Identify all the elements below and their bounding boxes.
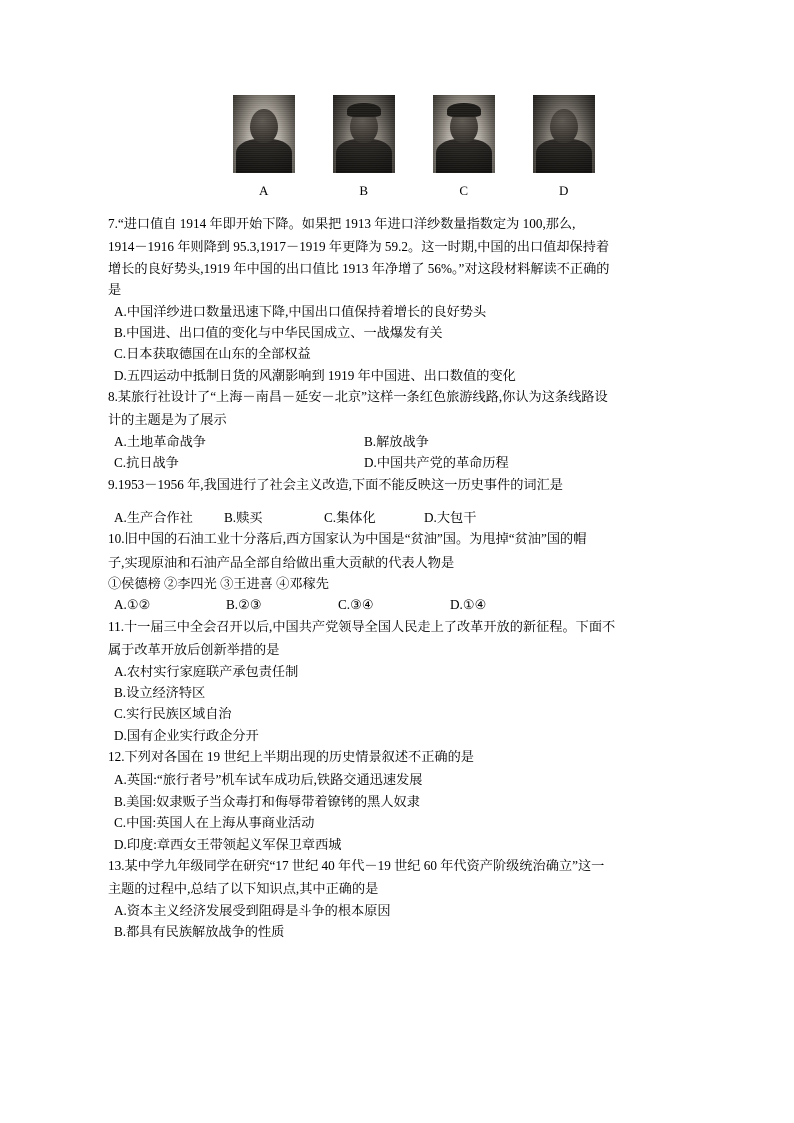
question-9-stem: 9.1953－1956 年,我国进行了社会主义改造,下面不能反映这一历史事件的词汇是 (108, 476, 563, 492)
portrait-photo-d (533, 95, 595, 173)
portrait-photo-b (333, 95, 395, 173)
question-list (108, 213, 686, 942)
question-7-option-c[interactable]: C.日本获取德国在山东的全部权益 (114, 346, 311, 362)
question-11-option-d[interactable]: D.国有企业实行政企分开 (114, 727, 259, 743)
portrait-label-c: C (459, 183, 469, 198)
question-9-option-a[interactable]: A.生产合作社 (114, 509, 193, 525)
question-10-line-2: ①侯德榜 ②李四光 ③王进喜 ④邓稼先 (108, 576, 329, 591)
question-11 (108, 616, 686, 746)
portrait-cell-c (433, 95, 495, 199)
portrait-photo-a (233, 95, 295, 173)
question-8-stem: 8.某旅行社设计了“上海－南昌－延安－北京”这样一条红色旅游线路,你认为这条线路设 (108, 389, 608, 404)
question-12 (108, 746, 686, 855)
question-8-line-1: 计的主题是为了展示 (108, 412, 227, 428)
portrait-figure-group (233, 95, 686, 199)
question-10-stem: 10.旧中国的石油工业十分落后,西方国家认为中国是“贫油”国。为甩掉“贫油”国的帽 (108, 531, 587, 547)
question-13-line-1: 主题的过程中,总结了以下知识点,其中正确的是 (108, 881, 379, 897)
portrait-label-d: D (559, 183, 569, 198)
question-10-option-d[interactable]: D.①④ (450, 597, 487, 613)
question-12-stem: 12.下列对各国在 19 世纪上半期出现的历史情景叙述不正确的是 (108, 749, 474, 764)
question-11-line-1: 属于改革开放后创新举措的是 (108, 642, 280, 658)
question-13-stem: 13.某中学九年级同学在研究“17 世纪 40 年代－19 世纪 60 年代资产阶级统治确立”这一 (108, 857, 605, 873)
portrait-cell-a (233, 95, 295, 199)
question-7-option-a[interactable]: A.中国洋纱进口数量迅速下降,中国出口值保持着增长的良好势头 (114, 303, 487, 319)
question-9 (108, 474, 686, 529)
question-10-option-a[interactable]: A.①② (114, 597, 151, 613)
question-13 (108, 855, 686, 943)
portrait-label-b: B (359, 183, 369, 198)
question-7-line-1: 1914－1916 年则降到 95.3,1917－1919 年更降为 59.2。这一时期,中国的出口值却保持着 (108, 239, 610, 255)
question-12-option-a[interactable]: A.英国:“旅行者号”机车试车成功后,铁路交通迅速发展 (114, 772, 423, 788)
question-12-option-d[interactable]: D.印度:章西女王带领起义军保卫章西城 (114, 836, 342, 852)
question-9-option-c[interactable]: C.集体化 (324, 509, 376, 525)
question-12-option-c[interactable]: C.中国:英国人在上海从事商业活动 (114, 815, 315, 831)
portrait-cell-b (333, 95, 395, 199)
question-11-option-b[interactable]: B.设立经济特区 (114, 684, 206, 700)
question-9-option-d[interactable]: D.大包干 (424, 509, 477, 525)
question-10-line-1: 子,实现原油和石油产品全部自给做出重大贡献的代表人物是 (108, 554, 455, 570)
question-8-option-d[interactable]: D.中国共产党的革命历程 (364, 455, 509, 471)
question-11-option-a[interactable]: A.农村实行家庭联产承包责任制 (114, 663, 299, 679)
question-10-option-c[interactable]: C.③④ (338, 597, 374, 613)
question-11-stem: 11.十一届三中全会召开以后,中国共产党领导全国人民走上了改革开放的新征程。下面不 (108, 618, 616, 634)
question-11-option-c[interactable]: C.实行民族区域自治 (114, 706, 232, 722)
question-12-option-b[interactable]: B.美国:奴隶贩子当众毒打和侮辱带着镣铐的黑人奴隶 (114, 793, 420, 809)
question-7-line-3: 是 (108, 282, 122, 298)
question-8-option-a[interactable]: A.土地革命战争 (114, 433, 206, 449)
question-7-option-b[interactable]: B.中国进、出口值的变化与中华民国成立、一战爆发有关 (114, 324, 443, 340)
question-10-options (108, 594, 686, 615)
question-7-option-d[interactable]: D.五四运动中抵制日货的风潮影响到 1919 年中国进、出口数值的变化 (114, 367, 516, 383)
question-8-option-row-1 (108, 431, 686, 452)
question-7-line-2: 增长的良好势头,1919 年中国的出口值比 1913 年净增了 56%。”对这段材料解读不正确的 (108, 260, 610, 276)
question-10-option-b[interactable]: B.②③ (226, 597, 262, 613)
question-9-options (108, 507, 686, 528)
question-8-option-b[interactable]: B.解放战争 (364, 433, 429, 449)
question-8-option-row-2 (108, 452, 686, 473)
question-8-option-c[interactable]: C.抗日战争 (114, 455, 179, 471)
question-10 (108, 528, 686, 616)
question-13-option-b[interactable]: B.都具有民族解放战争的性质 (114, 924, 285, 939)
question-7-stem: 7.“进口值自 1914 年即开始下降。如果把 1913 年进口洋纱数量指数定为 100,那么, (108, 216, 576, 231)
portrait-photo-c (433, 95, 495, 173)
question-8 (108, 386, 686, 474)
question-9-option-b[interactable]: B.赎买 (224, 509, 263, 525)
portrait-label-a: A (259, 183, 269, 198)
portrait-cell-d (533, 95, 595, 199)
question-7 (108, 213, 686, 386)
question-13-option-a[interactable]: A.资本主义经济发展受到阻碍是斗争的根本原因 (114, 902, 391, 918)
